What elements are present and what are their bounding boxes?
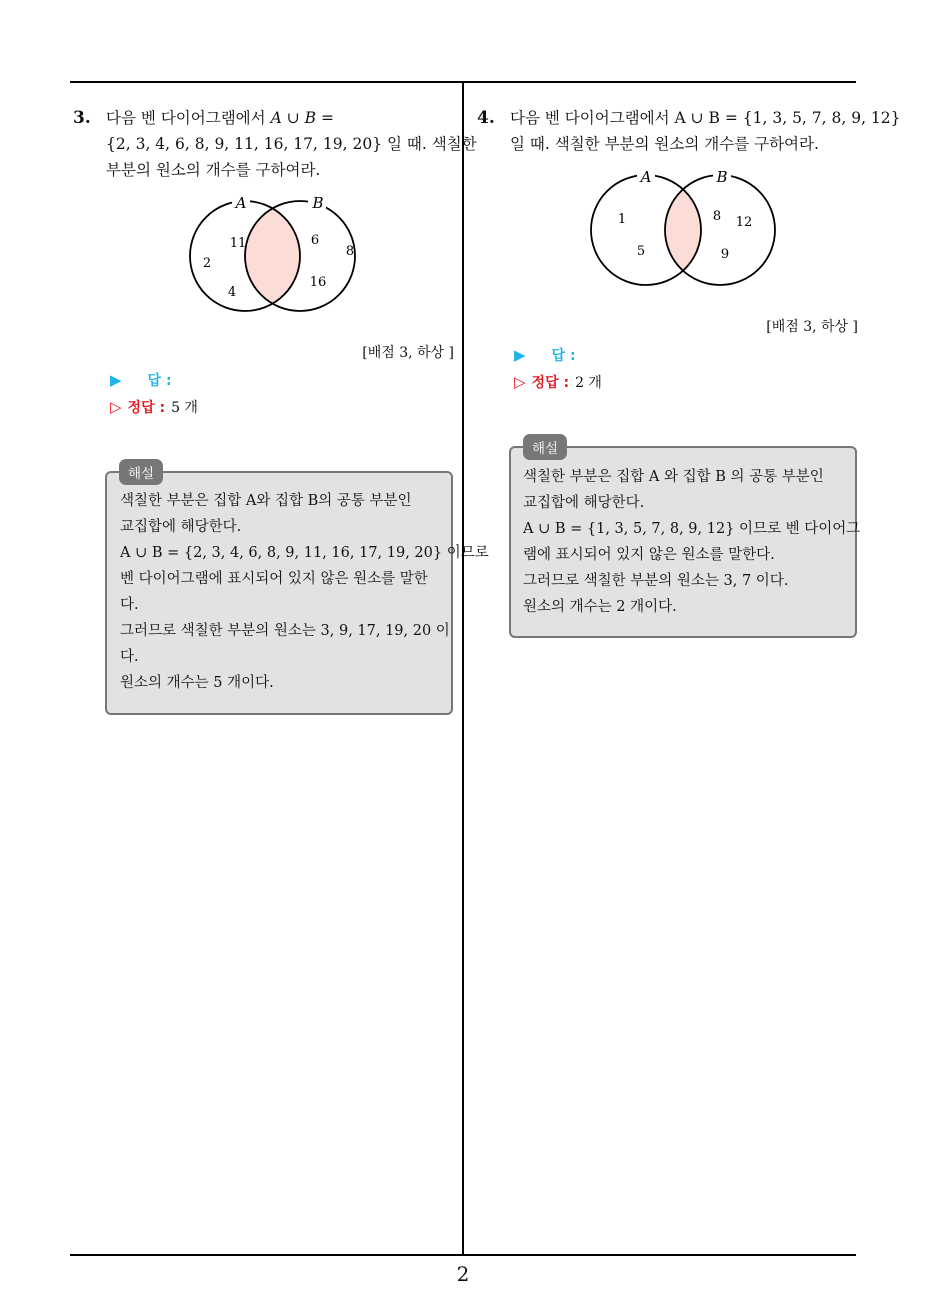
q3-word: 벤 — [140, 109, 156, 127]
q4-element: 1 — [617, 212, 627, 227]
q4-label-a: A — [640, 168, 652, 186]
q3-solution-label: 정답 : — [127, 400, 166, 416]
q3-explanation-line: A ∪ B = {2, 3, 4, 6, 8, 9, 11, 16, 17, 19, 20} 이므로 — [120, 545, 489, 561]
q4-explanation-line: 원소의 개수는 2 개이다. — [523, 599, 677, 615]
q3-label-a: A — [235, 194, 247, 212]
q3-line3: 부분의 원소의 개수를 구하여라. — [106, 161, 321, 179]
q3-solution-value: 5 개 — [171, 400, 198, 416]
q3-number: 3. — [73, 108, 91, 128]
q3-element: 6 — [310, 233, 320, 248]
q3-explanation-tab: 해설 — [119, 459, 163, 485]
q3-word: A — [270, 109, 282, 127]
q3-explanation-line: 교집합에 해당한다. — [120, 519, 242, 535]
blue-right-triangle-icon: ▶ — [110, 371, 122, 389]
q4-answer-label: 답 : — [551, 348, 576, 364]
q3-word: 때. — [406, 135, 427, 153]
q4-line1: 다음 벤 다이어그램에서 A ∪ B = {1, 3, 5, 7, 8, 9, 12} — [510, 109, 901, 127]
q3-answer-label: 답 : — [147, 373, 172, 389]
q3-element: 11 — [229, 236, 247, 251]
q4-text — [510, 105, 901, 157]
q4-explanation-tab: 해설 — [523, 434, 567, 460]
q3-explanation-line: 색칠한 부분은 집합 A와 집합 B의 공통 부분인 — [120, 493, 412, 509]
bottom-rule — [70, 1254, 856, 1256]
q3-element: 4 — [227, 285, 237, 300]
q4-solution-row — [514, 372, 602, 392]
q4-solution-value: 2 개 — [575, 375, 602, 391]
q3-element: 2 — [202, 256, 212, 271]
q4-explanation-line: 교집합에 해당한다. — [523, 495, 645, 511]
q3-line2 — [106, 131, 477, 157]
q3-word: 색칠한 — [431, 135, 477, 153]
q3-word: ∪ — [286, 109, 300, 127]
q3-word: 다이어그램에서 — [160, 109, 266, 127]
q3-venn-diagram — [180, 192, 380, 317]
q3-set: {2, 3, 4, 6, 8, 9, 11, 16, 17, 19, 20} — [106, 135, 383, 153]
q3-word: = — [320, 109, 334, 127]
q3-explanation-line: 그러므로 색칠한 부분의 원소는 3, 9, 17, 19, 20 이 — [120, 623, 450, 639]
q4-label-b: B — [716, 168, 728, 186]
q3-word: B — [304, 109, 317, 127]
q3-explanation-line: 원소의 개수는 5 개이다. — [120, 675, 274, 691]
q4-element: 5 — [636, 244, 646, 259]
q4-explanation-line: 그러므로 색칠한 부분의 원소는 3, 7 이다. — [523, 573, 789, 589]
q3-explanation-text — [120, 488, 489, 696]
q4-explanation-line: 색칠한 부분은 집합 A 와 집합 B 의 공통 부분인 — [523, 469, 824, 485]
q3-score: [배점 3, 하상 ] — [362, 345, 454, 361]
q4-element: 12 — [735, 215, 753, 230]
page-number: 2 — [456, 1262, 470, 1286]
q4-line2: 일 때. 색칠한 부분의 원소의 개수를 구하여라. — [510, 135, 819, 153]
q3-explanation-line: 다. — [120, 597, 139, 613]
q3-text — [106, 105, 477, 183]
red-outline-triangle-icon: ▷ — [110, 398, 122, 416]
q3-word: 다음 — [106, 109, 136, 127]
q4-explanation-line: 램에 표시되어 있지 않은 원소를 말한다. — [523, 547, 775, 563]
q3-line1 — [106, 105, 454, 131]
q3-solution-row — [110, 397, 198, 417]
q4-score: [배점 3, 하상 ] — [766, 319, 858, 335]
q4-answer-row — [514, 345, 576, 365]
q4-explanation-text — [523, 464, 860, 620]
q3-answer-row — [110, 370, 172, 390]
q4-element: 9 — [720, 247, 730, 262]
q3-explanation-line: 다. — [120, 649, 139, 665]
q4-explanation-line: A ∪ B = {1, 3, 5, 7, 8, 9, 12} 이므로 벤 다이어그 — [523, 521, 861, 537]
red-outline-triangle-icon: ▷ — [514, 373, 526, 391]
q4-solution-label: 정답 : — [531, 375, 570, 391]
q4-venn-diagram — [583, 166, 783, 292]
blue-right-triangle-icon: ▶ — [514, 346, 526, 364]
q4-number: 4. — [477, 108, 495, 128]
q3-element: 16 — [309, 275, 327, 290]
q3-element: 8 — [345, 244, 355, 259]
q3-explanation-line: 벤 다이어그램에 표시되어 있지 않은 원소를 말한 — [120, 571, 428, 587]
q3-word: 일 — [387, 135, 402, 153]
q4-element: 8 — [712, 209, 722, 224]
q3-label-b: B — [312, 194, 324, 212]
